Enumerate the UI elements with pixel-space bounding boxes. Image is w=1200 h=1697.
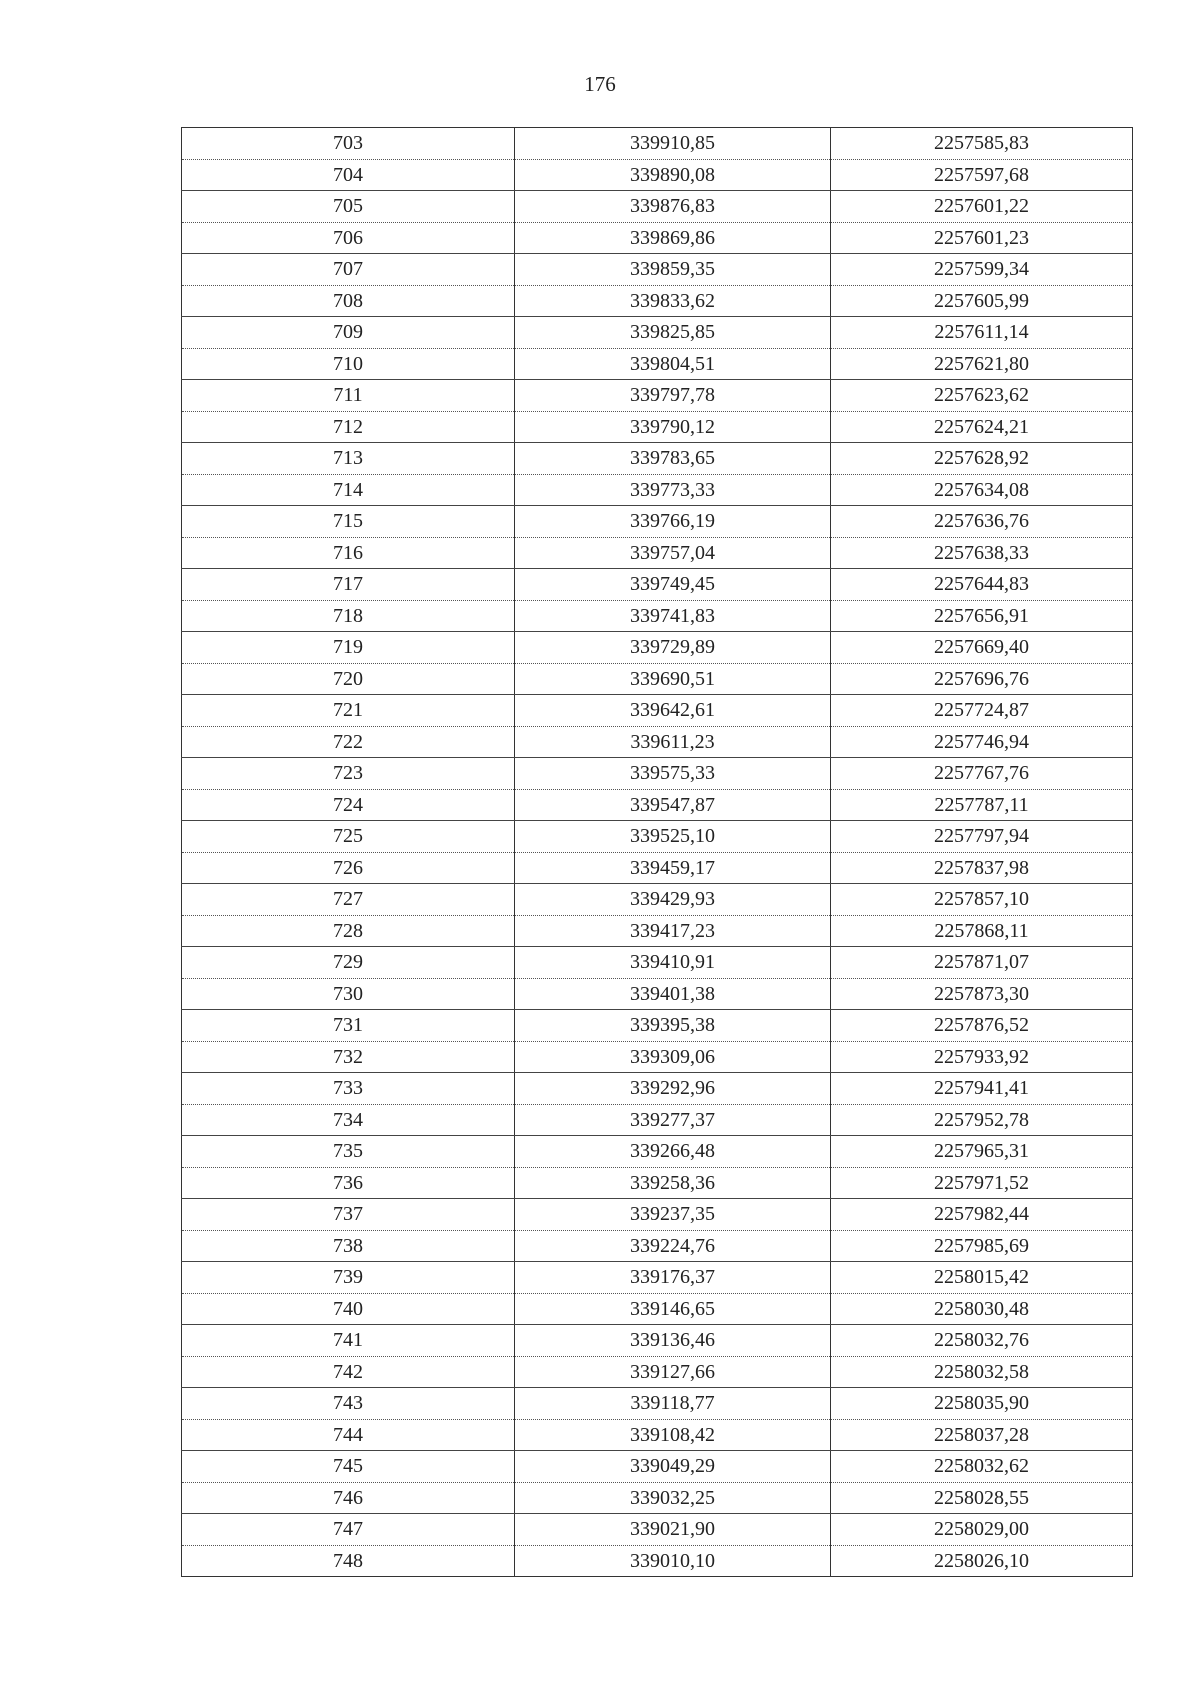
y-coordinate-cell: 2257669,40 [831,632,1133,664]
table-row [182,1262,1133,1294]
y-coordinate-cell: 2257623,62 [831,380,1133,412]
table-row [182,695,1133,727]
y-coordinate-cell: 2257873,30 [831,978,1133,1010]
x-coordinate-cell: 339277,37 [515,1104,831,1136]
y-coordinate-cell: 2257767,76 [831,758,1133,790]
x-coordinate-cell: 339136,46 [515,1325,831,1357]
x-coordinate-cell: 339797,78 [515,380,831,412]
y-coordinate-cell: 2257696,76 [831,663,1133,695]
x-coordinate-cell: 339859,35 [515,254,831,286]
point-number-cell: 710 [182,348,515,380]
point-number-cell: 703 [182,128,515,160]
y-coordinate-cell: 2257837,98 [831,852,1133,884]
x-coordinate-cell: 339869,86 [515,222,831,254]
x-coordinate-cell: 339118,77 [515,1388,831,1420]
table-row [182,1136,1133,1168]
table-row [182,1041,1133,1073]
x-coordinate-cell: 339021,90 [515,1514,831,1546]
y-coordinate-cell: 2257868,11 [831,915,1133,947]
y-coordinate-cell: 2258032,76 [831,1325,1133,1357]
x-coordinate-cell: 339224,76 [515,1230,831,1262]
table-row [182,821,1133,853]
y-coordinate-cell: 2257621,80 [831,348,1133,380]
point-number-cell: 721 [182,695,515,727]
point-number-cell: 726 [182,852,515,884]
point-number-cell: 745 [182,1451,515,1483]
table-row [182,474,1133,506]
point-number-cell: 732 [182,1041,515,1073]
table-row [182,285,1133,317]
y-coordinate-cell: 2257746,94 [831,726,1133,758]
table-row [182,254,1133,286]
x-coordinate-cell: 339575,33 [515,758,831,790]
point-number-cell: 741 [182,1325,515,1357]
y-coordinate-cell: 2257952,78 [831,1104,1133,1136]
x-coordinate-cell: 339417,23 [515,915,831,947]
table-row [182,884,1133,916]
x-coordinate-cell: 339741,83 [515,600,831,632]
table-row [182,1104,1133,1136]
point-number-cell: 735 [182,1136,515,1168]
point-number-cell: 729 [182,947,515,979]
point-number-cell: 748 [182,1545,515,1577]
point-number-cell: 747 [182,1514,515,1546]
x-coordinate-cell: 339049,29 [515,1451,831,1483]
table-row [182,1293,1133,1325]
y-coordinate-cell: 2258032,62 [831,1451,1133,1483]
x-coordinate-cell: 339127,66 [515,1356,831,1388]
point-number-cell: 725 [182,821,515,853]
table-row [182,317,1133,349]
x-coordinate-cell: 339429,93 [515,884,831,916]
point-number-cell: 727 [182,884,515,916]
point-number-cell: 708 [182,285,515,317]
y-coordinate-cell: 2257644,83 [831,569,1133,601]
point-number-cell: 712 [182,411,515,443]
point-number-cell: 705 [182,191,515,223]
x-coordinate-cell: 339729,89 [515,632,831,664]
table-row [182,348,1133,380]
table-row [182,852,1133,884]
x-coordinate-cell: 339757,04 [515,537,831,569]
table-row [182,1545,1133,1577]
x-coordinate-cell: 339237,35 [515,1199,831,1231]
table-row [182,222,1133,254]
x-coordinate-cell: 339790,12 [515,411,831,443]
y-coordinate-cell: 2257724,87 [831,695,1133,727]
point-number-cell: 717 [182,569,515,601]
coordinates-table-body [182,128,1133,1577]
table-row [182,1199,1133,1231]
point-number-cell: 733 [182,1073,515,1105]
point-number-cell: 738 [182,1230,515,1262]
point-number-cell: 743 [182,1388,515,1420]
y-coordinate-cell: 2257933,92 [831,1041,1133,1073]
point-number-cell: 734 [182,1104,515,1136]
y-coordinate-cell: 2257636,76 [831,506,1133,538]
x-coordinate-cell: 339890,08 [515,159,831,191]
table-row [182,1419,1133,1451]
y-coordinate-cell: 2258037,28 [831,1419,1133,1451]
point-number-cell: 707 [182,254,515,286]
table-row [182,1073,1133,1105]
x-coordinate-cell: 339459,17 [515,852,831,884]
y-coordinate-cell: 2257638,33 [831,537,1133,569]
x-coordinate-cell: 339749,45 [515,569,831,601]
x-coordinate-cell: 339266,48 [515,1136,831,1168]
y-coordinate-cell: 2257941,41 [831,1073,1133,1105]
point-number-cell: 740 [182,1293,515,1325]
table-row [182,537,1133,569]
y-coordinate-cell: 2257985,69 [831,1230,1133,1262]
table-row [182,632,1133,664]
table-row [182,726,1133,758]
x-coordinate-cell: 339833,62 [515,285,831,317]
table-row [182,569,1133,601]
x-coordinate-cell: 339804,51 [515,348,831,380]
point-number-cell: 742 [182,1356,515,1388]
table-row [182,506,1133,538]
y-coordinate-cell: 2258035,90 [831,1388,1133,1420]
x-coordinate-cell: 339690,51 [515,663,831,695]
y-coordinate-cell: 2257601,22 [831,191,1133,223]
x-coordinate-cell: 339642,61 [515,695,831,727]
table-row [182,1451,1133,1483]
point-number-cell: 744 [182,1419,515,1451]
point-number-cell: 739 [182,1262,515,1294]
point-number-cell: 746 [182,1482,515,1514]
x-coordinate-cell: 339108,42 [515,1419,831,1451]
y-coordinate-cell: 2258015,42 [831,1262,1133,1294]
x-coordinate-cell: 339611,23 [515,726,831,758]
x-coordinate-cell: 339309,06 [515,1041,831,1073]
point-number-cell: 724 [182,789,515,821]
y-coordinate-cell: 2257634,08 [831,474,1133,506]
point-number-cell: 737 [182,1199,515,1231]
point-number-cell: 715 [182,506,515,538]
x-coordinate-cell: 339547,87 [515,789,831,821]
y-coordinate-cell: 2257787,11 [831,789,1133,821]
y-coordinate-cell: 2258030,48 [831,1293,1133,1325]
table-row [182,947,1133,979]
y-coordinate-cell: 2257585,83 [831,128,1133,160]
y-coordinate-cell: 2257971,52 [831,1167,1133,1199]
x-coordinate-cell: 339766,19 [515,506,831,538]
x-coordinate-cell: 339876,83 [515,191,831,223]
table-row [182,1356,1133,1388]
y-coordinate-cell: 2258028,55 [831,1482,1133,1514]
table-row [182,411,1133,443]
x-coordinate-cell: 339410,91 [515,947,831,979]
y-coordinate-cell: 2257628,92 [831,443,1133,475]
x-coordinate-cell: 339401,38 [515,978,831,1010]
x-coordinate-cell: 339773,33 [515,474,831,506]
point-number-cell: 709 [182,317,515,349]
point-number-cell: 722 [182,726,515,758]
point-number-cell: 720 [182,663,515,695]
y-coordinate-cell: 2257797,94 [831,821,1133,853]
table-row [182,191,1133,223]
y-coordinate-cell: 2258032,58 [831,1356,1133,1388]
y-coordinate-cell: 2257857,10 [831,884,1133,916]
x-coordinate-cell: 339292,96 [515,1073,831,1105]
table-row [182,128,1133,160]
table-row [182,663,1133,695]
table-row [182,443,1133,475]
table-row [182,1388,1133,1420]
coordinates-table [181,127,1133,1577]
table-row [182,1167,1133,1199]
point-number-cell: 704 [182,159,515,191]
y-coordinate-cell: 2258029,00 [831,1514,1133,1546]
point-number-cell: 711 [182,380,515,412]
x-coordinate-cell: 339395,38 [515,1010,831,1042]
x-coordinate-cell: 339176,37 [515,1262,831,1294]
point-number-cell: 736 [182,1167,515,1199]
point-number-cell: 713 [182,443,515,475]
y-coordinate-cell: 2257965,31 [831,1136,1133,1168]
y-coordinate-cell: 2257599,34 [831,254,1133,286]
y-coordinate-cell: 2257876,52 [831,1010,1133,1042]
x-coordinate-cell: 339783,65 [515,443,831,475]
table-row [182,1482,1133,1514]
x-coordinate-cell: 339825,85 [515,317,831,349]
table-row [182,915,1133,947]
x-coordinate-cell: 339258,36 [515,1167,831,1199]
table-row [182,1010,1133,1042]
y-coordinate-cell: 2257982,44 [831,1199,1133,1231]
x-coordinate-cell: 339910,85 [515,128,831,160]
y-coordinate-cell: 2257605,99 [831,285,1133,317]
y-coordinate-cell: 2257624,21 [831,411,1133,443]
table-row [182,758,1133,790]
table-row [182,1325,1133,1357]
table-row [182,1230,1133,1262]
table-row [182,789,1133,821]
point-number-cell: 719 [182,632,515,664]
table-row [182,159,1133,191]
x-coordinate-cell: 339525,10 [515,821,831,853]
point-number-cell: 723 [182,758,515,790]
point-number-cell: 731 [182,1010,515,1042]
point-number-cell: 728 [182,915,515,947]
x-coordinate-cell: 339010,10 [515,1545,831,1577]
table-row [182,978,1133,1010]
y-coordinate-cell: 2257601,23 [831,222,1133,254]
point-number-cell: 706 [182,222,515,254]
y-coordinate-cell: 2257871,07 [831,947,1133,979]
point-number-cell: 730 [182,978,515,1010]
point-number-cell: 718 [182,600,515,632]
table-row [182,1514,1133,1546]
page-number: 176 [584,72,616,96]
y-coordinate-cell: 2257656,91 [831,600,1133,632]
x-coordinate-cell: 339146,65 [515,1293,831,1325]
y-coordinate-cell: 2258026,10 [831,1545,1133,1577]
table-row [182,380,1133,412]
y-coordinate-cell: 2257611,14 [831,317,1133,349]
table-row [182,600,1133,632]
point-number-cell: 714 [182,474,515,506]
point-number-cell: 716 [182,537,515,569]
x-coordinate-cell: 339032,25 [515,1482,831,1514]
y-coordinate-cell: 2257597,68 [831,159,1133,191]
